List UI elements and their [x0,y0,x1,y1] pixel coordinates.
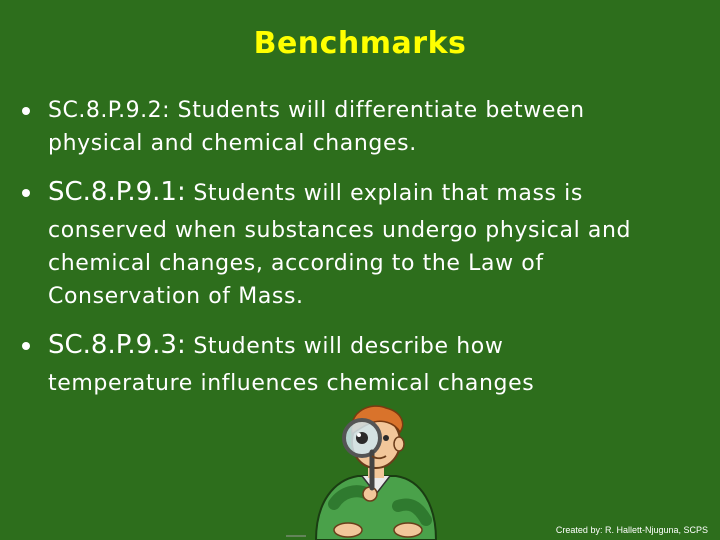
bullet-icon [22,189,30,197]
benchmark-text: Students will explain that mass is [185,181,583,206]
benchmark-continuation: physical and chemical changes. [48,131,417,156]
benchmark-item [22,94,702,160]
slide-title: Benchmarks [253,26,467,61]
benchmark-continuation: temperature influences chemical changes [48,371,535,396]
bullet-icon [22,107,30,115]
benchmark-item [22,174,702,313]
benchmark-item [22,327,702,400]
credit-text: Created by: R. Hallett-Njuguna, SCPS [555,525,708,535]
benchmark-continuation: conserved when substances undergo physical and chemical changes, according to the Law of Conservation of Mass. [48,218,632,309]
benchmark-text: Students will differentiate between [170,98,585,123]
benchmark-code: SC.8.P.9.2: [48,98,171,123]
benchmark-list [22,94,702,400]
benchmark-text: Students will describe how [185,334,504,359]
scientist-with-magnifying-glass-icon [276,402,476,540]
bullet-icon [22,342,30,350]
benchmark-code: SC.8.P.9.3: [48,330,186,360]
benchmark-code: SC.8.P.9.1: [48,177,186,207]
